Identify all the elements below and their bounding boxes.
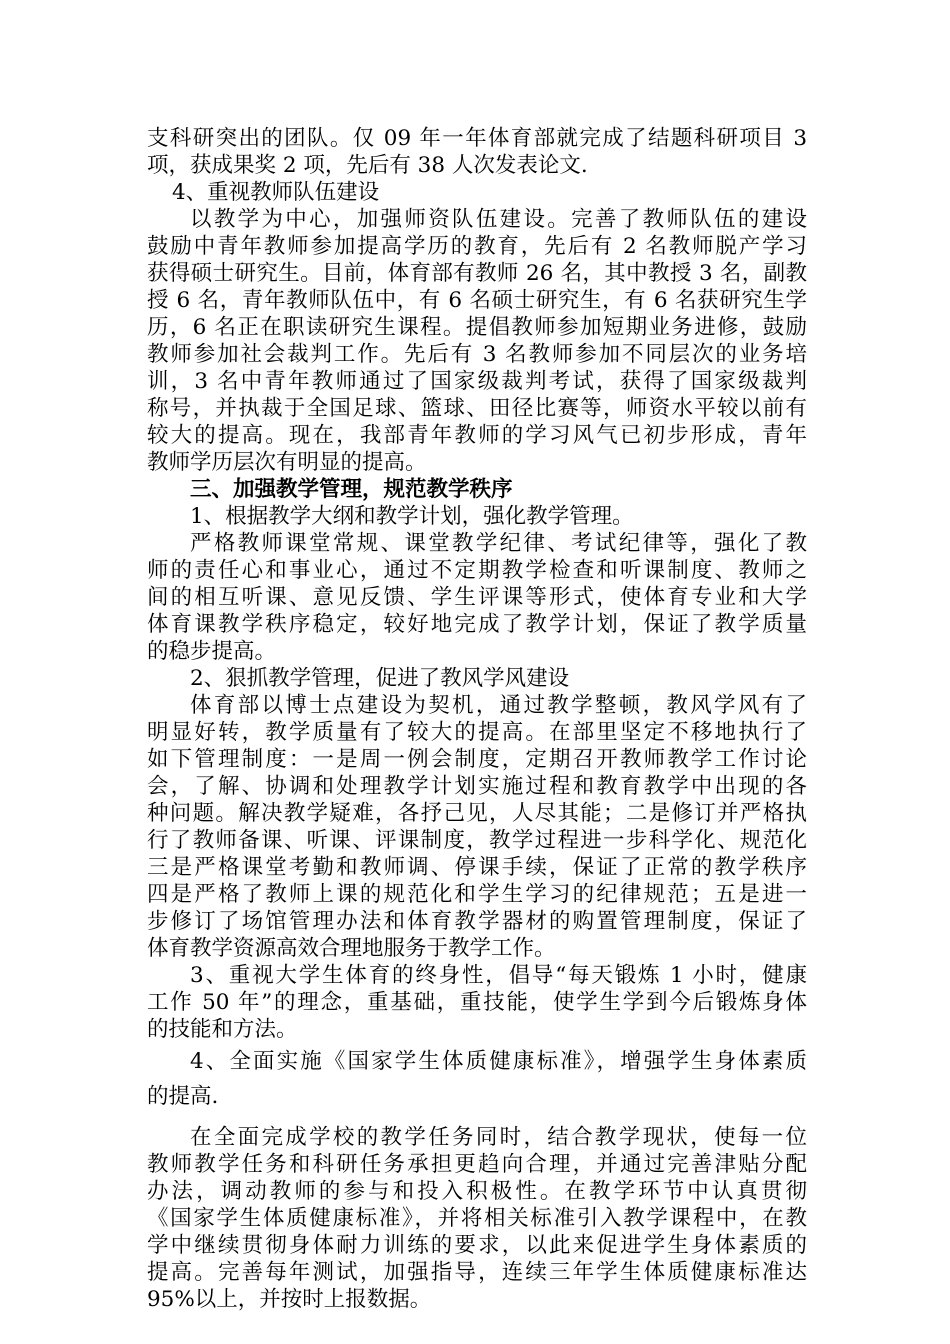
text-line: 教师教学任务和科研任务承担更趋向合理，并通过完善津贴分配 bbox=[147, 1152, 807, 1177]
text-line: 会，了解、协调和处理教学计划实施过程和教育教学中出现的各 bbox=[147, 774, 807, 799]
text-line: 《国家学生体质健康标准》，并将相关标准引入教学课程中，在教 bbox=[147, 1206, 807, 1231]
paragraph-start: 体育部以博士点建设为契机，通过教学整顿，教风学风有了 bbox=[190, 693, 807, 718]
text-line: 四是严格了教师上课的规范化和学生学习的纪律规范；五是进一 bbox=[147, 882, 807, 907]
text-line: 授 6 名，青年教师队伍中，有 6 名硕士研究生，有 6 名获研究生学 bbox=[147, 288, 807, 313]
text-line: 工作 50 年”的理念，重基础，重技能，使学生学到今后锻炼身体 bbox=[147, 990, 807, 1015]
text-line: 支科研突出的团队。仅 09 年一年体育部就完成了结题科研项目 3 bbox=[147, 126, 807, 151]
section-heading: 4、重视教师队伍建设 bbox=[172, 180, 380, 205]
paragraph-start: 4、全面实施《国家学生体质健康标准》，增强学生身体素质 bbox=[190, 1049, 807, 1074]
text-line: 训，3 名中青年教师通过了国家级裁判考试，获得了国家级裁判 bbox=[147, 369, 807, 394]
text-line: 三是严格课堂考勤和教师调、停课手续，保证了正常的教学秩序 bbox=[147, 855, 807, 880]
text-line: 鼓励中青年教师参加提高学历的教育，先后有 2 名教师脱产学习 bbox=[147, 234, 807, 259]
paragraph-start: 在全面完成学校的教学任务同时，结合教学现状，使每一位 bbox=[190, 1125, 807, 1150]
text-line: 种问题。解决教学疑难，各抒己见，人尽其能；二是修订并严格执 bbox=[147, 801, 807, 826]
text-line: 的技能和方法。 bbox=[147, 1017, 298, 1042]
text-line: 的提高. bbox=[147, 1084, 219, 1109]
paragraph-start: 以教学为中心，加强师资队伍建设。完善了教师队伍的建设 bbox=[190, 207, 807, 232]
text-line: 提高。完善每年测试，加强指导，连续三年学生体质健康标准达 bbox=[147, 1260, 807, 1285]
paragraph-start: 3、重视大学生体育的终身性，倡导“每天锻炼 1 小时，健康 bbox=[190, 963, 807, 988]
text-line: 师的责任心和事业心，通过不定期教学检查和听课制度、教师之 bbox=[147, 558, 807, 583]
text-line: 教师参加社会裁判工作。先后有 3 名教师参加不同层次的业务培 bbox=[147, 342, 807, 367]
text-line: 体育课教学秩序稳定，较好地完成了教学计划，保证了教学质量 bbox=[147, 612, 807, 637]
text-line: 间的相互听课、意见反馈、学生评课等形式，使体育专业和大学 bbox=[147, 585, 807, 610]
paragraph-start: 严格教师课堂常规、课堂教学纪律、考试纪律等，强化了教 bbox=[190, 531, 807, 556]
text-line: 学中继续贯彻身体耐力训练的要求，以此来促进学生身体素质的 bbox=[147, 1233, 807, 1258]
subsection-heading: 1、根据教学大纲和教学计划，强化教学管理。 bbox=[190, 504, 634, 529]
text-line: 项，获成果奖 2 项，先后有 38 人次发表论文. bbox=[147, 153, 588, 178]
text-line: 95%以上，并按时上报数据。 bbox=[147, 1287, 432, 1312]
text-line: 历，6 名正在职读研究生课程。提倡教师参加短期业务进修，鼓励 bbox=[147, 315, 807, 340]
text-line: 称号，并执裁于全国足球、篮球、田径比赛等，师资水平较以前有 bbox=[147, 396, 807, 421]
text-line: 如下管理制度：一是周一例会制度，定期召开教师教学工作讨论 bbox=[147, 747, 807, 772]
text-line: 获得硕士研究生。目前，体育部有教师 26 名，其中教授 3 名，副教 bbox=[147, 261, 807, 286]
text-line: 办法，调动教师的参与和投入积极性。在教学环节中认真贯彻 bbox=[147, 1179, 807, 1204]
text-line: 较大的提高。现在，我部青年教师的学习风气已初步形成，青年 bbox=[147, 423, 807, 448]
text-line: 的稳步提高。 bbox=[147, 639, 277, 664]
section-heading: 三、加强教学管理，规范教学秩序 bbox=[190, 477, 513, 502]
text-line: 行了教师备课、听课、评课制度，教学过程进一步科学化、规范化 bbox=[147, 828, 807, 853]
text-line: 教师学历层次有明显的提高。 bbox=[147, 450, 427, 475]
text-line: 明显好转，教学质量有了较大的提高。在部里坚定不移地执行了 bbox=[147, 720, 807, 745]
text-line: 步修订了场馆管理办法和体育教学器材的购置管理制度，保证了 bbox=[147, 909, 807, 934]
text-line: 体育教学资源高效合理地服务于教学工作。 bbox=[147, 936, 556, 961]
subsection-heading: 2、狠抓教学管理，促进了教风学风建设 bbox=[190, 666, 570, 691]
